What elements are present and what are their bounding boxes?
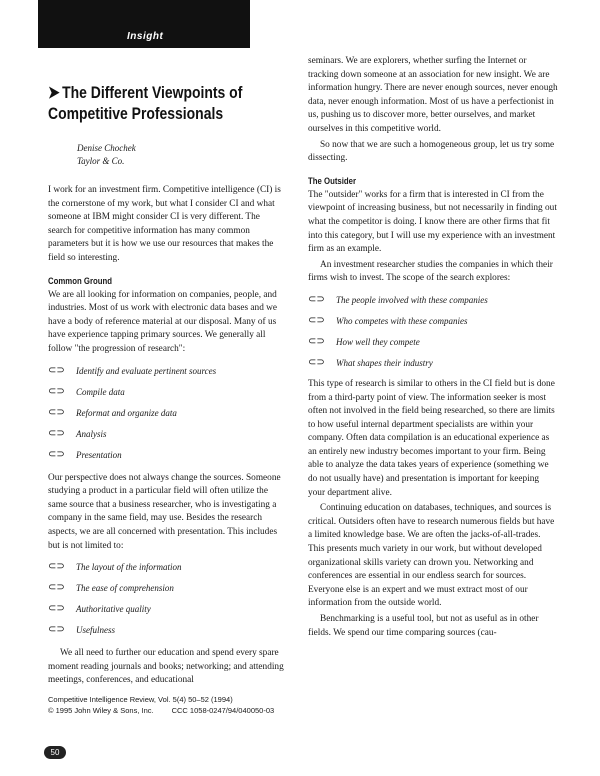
list-item: ⊂⊃ Compile data [48,385,125,397]
outsider-heading: The Outsider [308,175,357,187]
bullet-icon: ⊂⊃ [308,356,325,368]
list-item: ⊂⊃ Authoritative quality [48,603,151,615]
author-affiliation: Taylor & Co. [77,156,125,166]
bullet-icon: ⊂⊃ [48,448,65,460]
perspective-paragraph: Our perspective does not always change the sources. Someone studying a product in a particular field will often utilize the same source that a business researcher, who is investigating a company in the same field, may use. Besides the research aspects, we are all concerned with presentation. This includes but is not limited to: [48,472,281,551]
copyright: © 1995 John Wiley & Sons, Inc. [48,706,154,715]
list-item: ⊂⊃ The ease of comprehension [48,582,174,594]
list-item: ⊂⊃ Identify and evaluate pertinent sources [48,364,217,376]
bullet-icon: ⊂⊃ [48,603,65,615]
bullet-icon: ⊂⊃ [48,385,65,397]
title-text: The Different Viewpoints of Competitive Professionals [48,83,243,123]
article-title [48,82,249,124]
common-ground-paragraph: We are all looking for information on companies, people, and industries. Most of us work with electronic data bases and we have a body of reference material at our disposal. Many of us have experience tapping primary sources. We generally all follow "the progression of research": [48,289,278,354]
list-item: ⊂⊃ Usefulness [48,624,115,636]
continuing-paragraph: Continuing education on databases, techniques, and sources is critical. Outsiders often have to research numerous fields but have a limited knowledge base. We are often the jacks-of-all-trades. This presents much variety in our work, but without developed organizational skills variety can drown you. Networking and conferences are essential in our endless search for sources. Everyone else is an expert and we must extract most of our information from the outside world. [308,503,555,609]
journal-citation: Competitive Intelligence Review, Vol. 5(4) 50–52 (1994) [48,695,233,704]
intro-paragraph: I work for an investment firm. Competitive intelligence (CI) is the cornerstone of my work, but what I consider CI and what someone at IBM might consider CI is very different. The search for competitive information has many common parameters but it is how we use our resources that makes the field so interesting. [48,185,281,263]
research-paragraph: This type of research is similar to others in the CI field but is done from a third-party point of view. The information seeker is most often not involved in the field being researched, so there are limits to how useful internal department specialists are within your company. Often data compilation is an educational experience as an entirely new industry becomes important to your firm. Being able to analyze the data takes years of experience (something we do not usually have) and presentation is important for keeping your department alive. [308,378,555,498]
right-column [308,55,558,640]
presentation-list [48,561,284,637]
explores-list [308,294,558,370]
bullet-icon: ⊂⊃ [48,406,65,418]
bullet-icon: ⊂⊃ [48,624,65,636]
bullet-icon: ⊂⊃ [308,335,325,347]
list-item: ⊂⊃ How well they compete [308,335,420,347]
bullet-icon: ⊂⊃ [308,314,325,326]
bullet-icon: ⊂⊃ [308,293,325,305]
common-ground-heading: Common Ground [48,275,113,287]
list-item: ⊂⊃ Presentation [48,448,122,460]
bullet-icon: ⊂⊃ [48,561,65,573]
outsider-paragraph: The "outsider" works for a firm that is interested in CI from the viewpoint of increasing business, but not necessarily in finding out what the competitor is doing. I know there are other firms that fit into this category, but I will use my experience with an investment firm as an example. [308,189,557,255]
author-name: Denise Chochek [77,143,136,153]
homogeneous-paragraph: So now that we are such a homogeneous group, let us try some dissecting. [308,139,555,164]
education-paragraph: We all need to further our education and spend every spare moment reading journals and books; networking; and attending meetings, conferences, and educational [48,648,284,686]
bullet-icon: ⊂⊃ [48,427,65,439]
byline [77,142,136,168]
list-item: ⊂⊃ The people involved with these companies [308,293,488,305]
progression-list [48,365,284,462]
bullet-icon: ⊂⊃ [48,582,65,594]
page-number: 50 [44,746,66,759]
list-item: ⊂⊃ Who competes with these companies [308,314,468,326]
left-column [48,184,284,688]
benchmark-paragraph: Benchmarking is a useful tool, but not as useful as in other fields. We spend our time comparing sources (cau- [308,614,539,638]
arrow-icon: ➤ [48,83,60,102]
continuation-paragraph: seminars. We are explorers, whether surfing the Internet or tracking down someone at an association for new insight. We are information hungry. There are never enough sources, never enough data, never enough information. Most of us have a perfectionist in us, pushing us to discover more, better ourselves, and market ourselves in this competitive world. [308,56,558,134]
footer-citation [48,694,274,716]
list-item: ⊂⊃ The layout of the information [48,561,182,573]
analyst-paragraph: An investment researcher studies the companies in which their firms wish to invest. The scope of the search explores: [308,259,553,284]
list-item: ⊂⊃ Analysis [48,427,107,439]
ccc-code: CCC 1058-0247/94/040050-03 [171,706,275,715]
list-item: ⊂⊃ What shapes their industry [308,356,433,368]
bullet-icon: ⊂⊃ [48,364,65,376]
section-label: Insight [127,31,164,42]
list-item: ⊂⊃ Reformat and organize data [48,406,177,418]
